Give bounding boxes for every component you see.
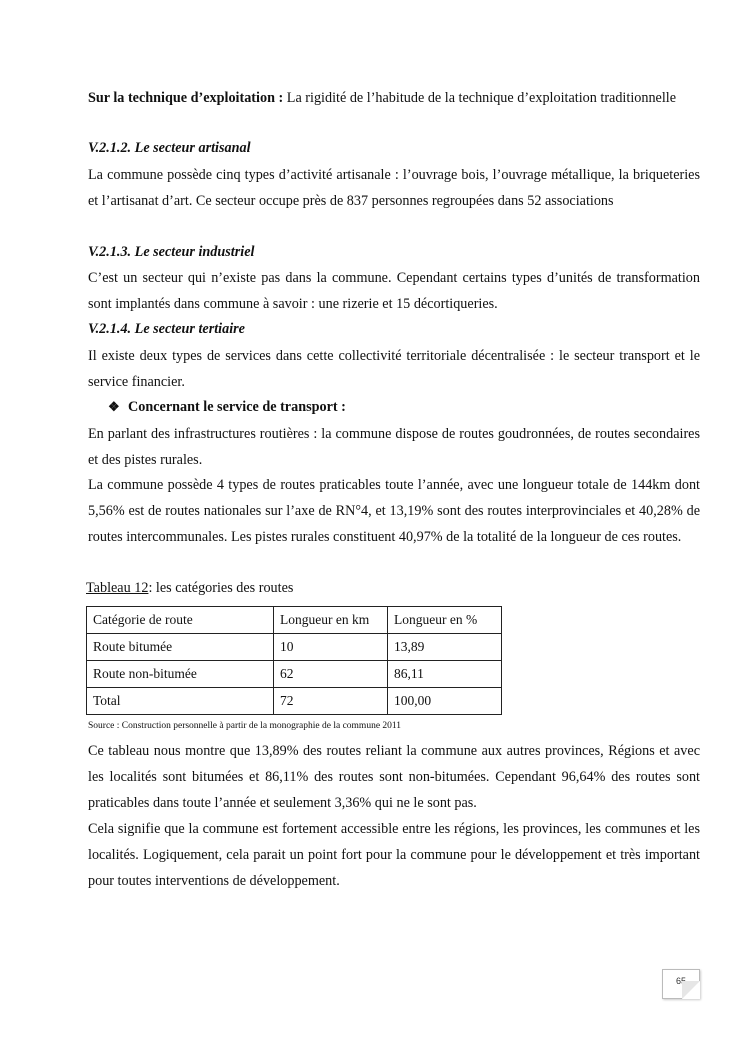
tertiaire-paragraph: Il existe deux types de services dans cette collectivité territoriale décentralisée : le secteur transport et le service financier. bbox=[88, 348, 700, 390]
heading-industriel: V.2.1.3. Le secteur industriel bbox=[88, 244, 255, 260]
page-number bbox=[662, 969, 700, 999]
table-cell: 62 bbox=[274, 661, 388, 688]
page-number-label: 65 bbox=[675, 976, 686, 986]
conclusion-paragraph: Cela signifie que la commune est fortement accessible entre les régions, les provinces, les communes et les localités. Logiquement, cela parait un point fort pour la commune pour le développement et très important pour toutes interventions de développement. bbox=[88, 821, 700, 889]
table-header-cell: Catégorie de route bbox=[87, 607, 274, 634]
table-cell: Route non-bitumée bbox=[87, 661, 274, 688]
industriel-paragraph: C’est un secteur qui n’existe pas dans la commune. Cependant certains types d’unités de transformation sont implantés dans commune à savoir : une rizerie et 15 décortiqueries. bbox=[88, 270, 700, 312]
table-cell: 13,89 bbox=[388, 634, 502, 661]
table-cell: 86,11 bbox=[388, 661, 502, 688]
transport-bullet-label: Concernant le service de transport : bbox=[128, 399, 346, 415]
routes-paragraph: La commune possède 4 types de routes praticables toute l’année, avec une longueur totale de 144km dont 5,56% est de routes nationales sur l’axe de RN°4, et 13,19% sont des routes interprovinciales et 40,28% de routes intercommunales. Les pistes rurales constituent 40,97% de la totalité de la longueur de ces routes. bbox=[88, 477, 700, 545]
heading-artisanal: V.2.1.2. Le secteur artisanal bbox=[88, 140, 251, 156]
table-cell: Route bitumée bbox=[87, 634, 274, 661]
table-cell: Total bbox=[87, 688, 274, 715]
analysis-paragraph: Ce tableau nous montre que 13,89% des routes reliant la commune aux autres provinces, Régions et avec les localités sont bitumées et 86,11% des routes sont non-bitumées. Cependant 96,64% des routes sont praticables dans toute l’année et seulement 3,36% qui ne le sont pas. bbox=[88, 743, 700, 811]
artisanal-paragraph: La commune possède cinq types d’activité artisanale : l’ouvrage bois, l’ouvrage métallique, la briqueteries et l’artisanat d’art. Ce secteur occupe près de 837 personnes regroupées dans 52 associations bbox=[88, 167, 700, 209]
table-cell: 72 bbox=[274, 688, 388, 715]
routes-table bbox=[86, 606, 502, 715]
technique-text: La rigidité de l’habitude de la technique d’exploitation traditionnelle bbox=[283, 90, 677, 106]
table-row bbox=[87, 661, 502, 688]
technique-label: Sur la technique d’exploitation : bbox=[88, 90, 284, 106]
table-header-cell: Longueur en km bbox=[274, 607, 388, 634]
infrastructure-paragraph: En parlant des infrastructures routières : la commune dispose de routes goudronnées, de routes secondaires et des pistes rurales. bbox=[88, 426, 700, 468]
table-cell: 10 bbox=[274, 634, 388, 661]
table-header-row bbox=[87, 607, 502, 634]
technique-paragraph bbox=[88, 88, 700, 108]
table-source-note: Source : Construction personnelle à partir de la monographie de la commune 2011 bbox=[88, 721, 402, 731]
table-row bbox=[87, 688, 502, 715]
table-caption-text: : les catégories des routes bbox=[148, 580, 294, 596]
table-caption-label: Tableau 12 bbox=[86, 580, 149, 596]
diamond-bullet-icon: ❖ bbox=[108, 399, 120, 414]
table-caption bbox=[86, 580, 293, 597]
transport-bullet bbox=[108, 399, 346, 416]
table-header-cell: Longueur en % bbox=[388, 607, 502, 634]
table-row bbox=[87, 634, 502, 661]
heading-tertiaire: V.2.1.4. Le secteur tertiaire bbox=[88, 321, 245, 337]
page-curl-icon bbox=[682, 981, 700, 999]
table-cell: 100,00 bbox=[388, 688, 502, 715]
